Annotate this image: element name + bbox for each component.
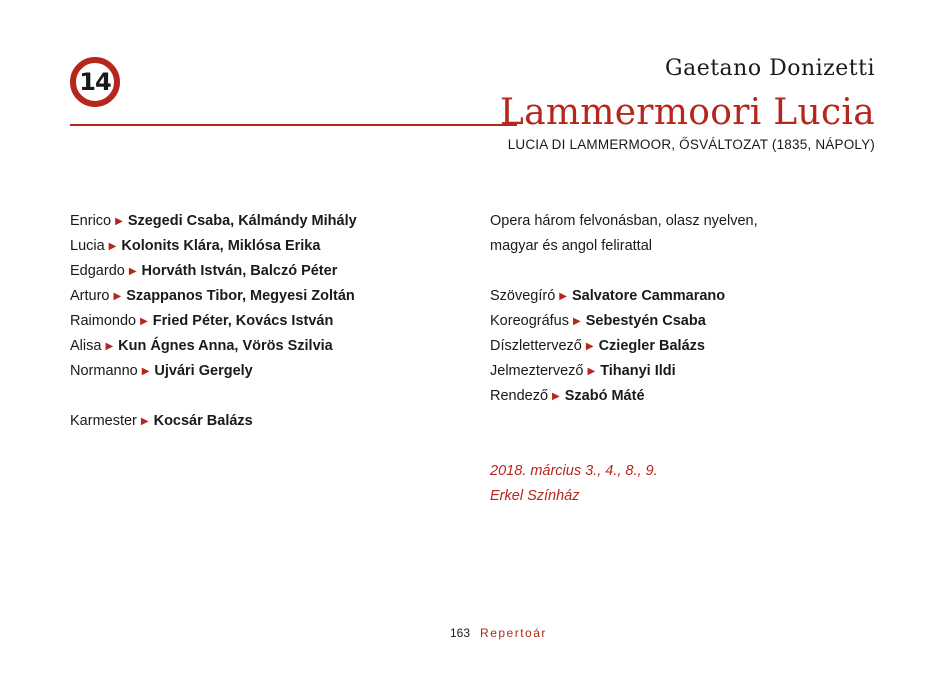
triangle-right-icon: ▶ — [115, 216, 123, 227]
role-label: Díszlettervező — [490, 338, 582, 354]
role-label: Alisa — [70, 338, 102, 354]
role-label: Raimondo — [70, 313, 137, 329]
role-label: Karmester — [70, 413, 137, 429]
cast-row — [70, 359, 470, 384]
opera-info-line: magyar és angol felirattal — [490, 238, 652, 254]
crew-name: Sebestyén Csaba — [585, 313, 706, 329]
composer-name: Gaetano Donizetti — [665, 56, 875, 81]
triangle-right-icon: ▶ — [573, 316, 581, 327]
triangle-right-icon: ▶ — [141, 366, 150, 377]
crew-name: Cziegler Balázs — [598, 338, 705, 354]
opera-subtitle: LUCIA DI LAMMERMOOR, ŐSVÁLTOZAT (1835, NÁPOLY) — [507, 137, 875, 152]
performer-names: Szappanos Tibor, Megyesi Zoltán — [126, 288, 355, 304]
crew-name: Tihanyi Ildi — [600, 363, 676, 379]
performer-names: Horváth István, Balczó Péter — [141, 263, 338, 279]
performer-names: Fried Péter, Kovács István — [152, 313, 334, 329]
performer-names: Kun Ágnes Anna, Vörös Szilvia — [118, 338, 333, 354]
page-footer — [450, 626, 547, 640]
performer-names: Szegedi Csaba, Kálmándy Mihály — [127, 213, 357, 229]
page-number: 163 — [450, 626, 471, 640]
info-column — [490, 209, 890, 509]
opera-info-line: Opera három felvonásban, olasz nyelven, — [490, 213, 758, 229]
spacer — [490, 434, 890, 459]
triangle-right-icon: ▶ — [585, 341, 594, 352]
crew-row — [490, 384, 890, 409]
role-label: Normanno — [70, 363, 138, 379]
performer-names: Kolonits Klára, Miklósa Erika — [121, 238, 321, 254]
triangle-right-icon: ▶ — [559, 291, 567, 302]
crew-name: Salvatore Cammarano — [572, 288, 726, 304]
triangle-right-icon: ▶ — [128, 266, 137, 277]
triangle-right-icon: ▶ — [113, 291, 122, 302]
spacer — [70, 384, 470, 409]
cast-column — [70, 209, 470, 434]
role-label: Edgardo — [70, 263, 125, 279]
crew-name: Szabó Máté — [564, 388, 645, 404]
cast-row — [70, 234, 470, 259]
triangle-right-icon: ▶ — [552, 391, 560, 402]
role-label: Rendező — [490, 388, 549, 404]
crew-row — [490, 309, 890, 334]
cast-row — [70, 284, 470, 309]
triangle-right-icon: ▶ — [587, 366, 596, 377]
conductor-row — [70, 409, 470, 434]
role-label: Arturo — [70, 288, 110, 304]
triangle-right-icon: ▶ — [140, 316, 148, 327]
conductor-name: Kocsár Balázs — [153, 413, 253, 429]
cast-row — [70, 209, 470, 234]
performance-venue: Erkel Színház — [490, 488, 580, 504]
spacer — [490, 259, 890, 284]
role-label: Jelmeztervező — [490, 363, 584, 379]
production-number-badge — [70, 57, 120, 107]
cast-row — [70, 334, 470, 359]
triangle-right-icon: ▶ — [105, 341, 114, 352]
crew-row — [490, 359, 890, 384]
header-rule — [70, 124, 517, 126]
cast-row — [70, 309, 470, 334]
performance-dates: 2018. március 3., 4., 8., 9. — [490, 463, 658, 479]
triangle-right-icon: ▶ — [108, 241, 117, 252]
crew-row — [490, 334, 890, 359]
spacer — [490, 409, 890, 434]
role-label: Szövegíró — [490, 288, 556, 304]
triangle-right-icon: ▶ — [140, 416, 149, 427]
role-label: Lucia — [70, 238, 105, 254]
opera-title: Lammermoori Lucia — [499, 92, 875, 133]
production-number: 14 — [79, 68, 111, 96]
role-label: Enrico — [70, 213, 112, 229]
cast-row — [70, 259, 470, 284]
performer-names: Ujvári Gergely — [154, 363, 253, 379]
crew-row — [490, 284, 890, 309]
role-label: Koreográfus — [490, 313, 569, 329]
section-name: Repertoár — [480, 626, 547, 640]
